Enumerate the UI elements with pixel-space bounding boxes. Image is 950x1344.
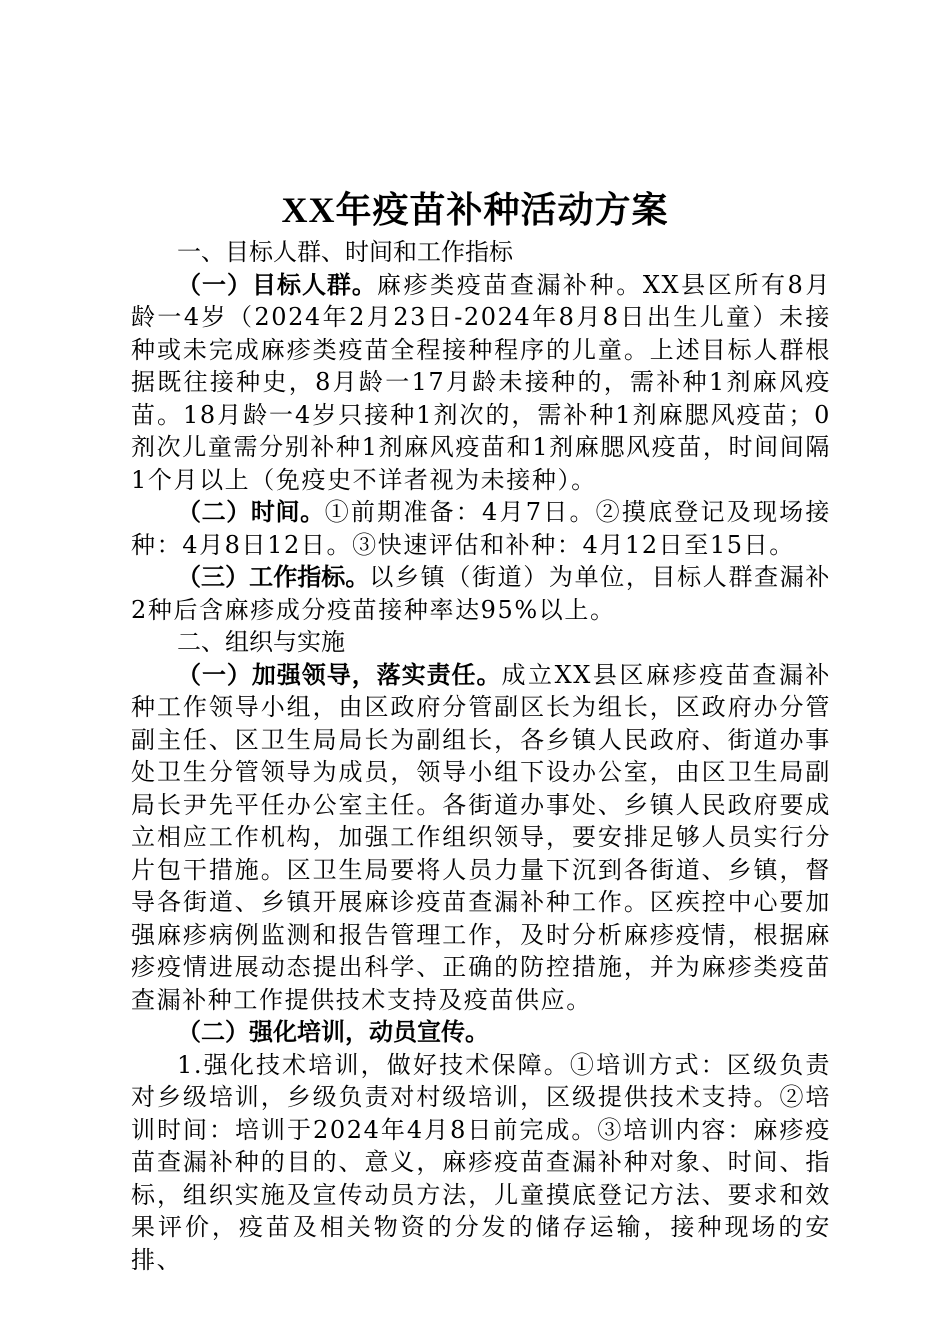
- paragraph-lead: （二）时间。: [177, 498, 325, 526]
- paragraph-text: 1.强化技术培训，做好技术保障。①培训方式：区级负责对乡级培训，乡级负责对村级培训，区级提供技术支持。②培训时间：培训于2024年4月8日前完成。③培训内容：麻疹疫苗查漏补种的目的、意义，麻疹疫苗查漏补种对象、时间、指标，组织实施及宣传动员方法，儿童摸底登记方法、要求和效果评价，疫苗及相关物资的分发的储存运输，接种现场的安排、: [131, 1050, 831, 1274]
- document-title: XX年疫苗补种活动方案: [281, 190, 669, 230]
- paragraph-lead: （一）目标人群。: [177, 270, 377, 299]
- paragraph-target-population: [131, 269, 831, 497]
- paragraph-technical-training: [131, 1049, 831, 1277]
- paragraph-time: [131, 496, 831, 561]
- section-heading-2: 二、组织与实施: [177, 628, 345, 656]
- paragraph-text: ①前期准备：4月7日。②摸底登记及现场接种：4月8日12日。③快速评估和补种：4月12日至15日。: [131, 498, 832, 559]
- paragraph-text: 成立XX县区麻疹疫苗查漏补种工作领导小组，由区政府分管副区长为组长，区政府办分管副主任、区卫生局局长为副组长，各乡镇人民政府、街道办事处卫生分管领导为成员，领导小组下设办公室，由区卫生局副局长尹先平任办公室主任。各街道办事处、乡镇人民政府要成立相应工作机构，加强工作组织领导，要安排足够人员实行分片包干措施。区卫生局要将人员力量下沉到各街道、乡镇，督导各街道、乡镇开展麻诊疫苗查漏补种工作。区疾控中心要加强麻疹病例监测和报告管理工作，及时分析麻疹疫情，根据麻疹疫情进展动态提出科学、正确的防控措施，并为麻疹类疫苗查漏补种工作提供技术支持及疫苗供应。: [131, 660, 831, 1014]
- paragraph-text: 麻疹类疫苗查漏补种。XX县区所有8月龄一4岁（2024年2月23日-2024年8月8日出生儿童）未接种或未完成麻疹类疫苗全程接种程序的儿童。上述目标人群根据既往接种史，8月龄一17月龄未接种的，需补种1剂麻风疫苗。18月龄一4岁只接种1剂次的，需补种1剂麻腮风疫苗；0剂次儿童需分别补种1剂麻风疫苗和1剂麻腮风疫苗，时间间隔1个月以上（免疫史不详者视为未接种）。: [131, 270, 831, 494]
- paragraph-lead: （一）加强领导，落实责任。: [177, 660, 502, 689]
- paragraph-work-indicators: [131, 561, 831, 626]
- paragraph-leadership: [131, 659, 831, 1017]
- section-heading-1: 一、目标人群、时间和工作指标: [177, 238, 513, 266]
- paragraph-text: 以乡镇（街道）为单位，目标人群查漏补2种后含麻疹成分疫苗接种率达95%以上。: [131, 563, 831, 624]
- paragraph-lead: （二）强化培训，动员宣传。: [177, 1018, 489, 1046]
- document-body: [131, 236, 831, 1276]
- paragraph-lead: （三）工作指标。: [177, 563, 370, 591]
- paragraph-training-heading: [131, 1016, 831, 1049]
